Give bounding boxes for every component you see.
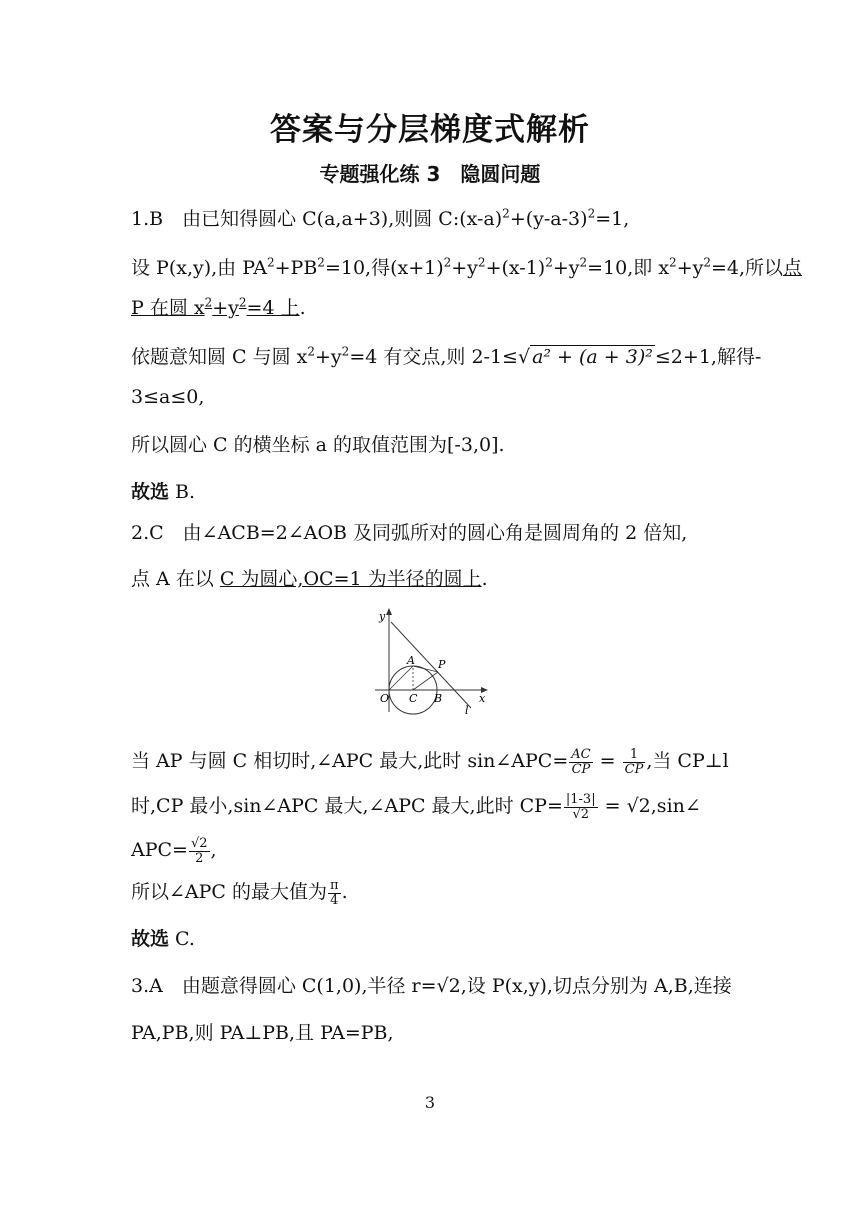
q1-line-5: 3≤a≤0, bbox=[131, 386, 205, 408]
label-x: x bbox=[479, 692, 486, 705]
q1-line-4: 依题意知圆 C 与圆 $x^2+y^2=4$ 有交点,则 2-1≤√ a² + (a + 3)² ≤2+1,解得- bbox=[131, 344, 762, 368]
label-c: C bbox=[409, 692, 418, 705]
fraction-distance: $\frac{|1-3|}{√2}$ bbox=[565, 791, 596, 822]
fraction-pi-4: $\frac{\pi}{4}$ bbox=[330, 877, 339, 908]
q1-line-3: P 在圆 $x^2+y^2=4$ 上. bbox=[131, 295, 306, 319]
sqrt-expression: √ a² + (a + 3)² bbox=[517, 346, 653, 368]
segment-cp bbox=[413, 672, 438, 690]
label-b: B bbox=[434, 692, 443, 705]
q2-line-4: 时,CP 最小,sin∠APC 最大,∠APC 最大,此时 CP= $\frac{|1-3|}{√2}$ = √2,sin∠ bbox=[131, 791, 701, 822]
label-p: P bbox=[438, 658, 446, 671]
y-axis-arrow bbox=[386, 608, 392, 615]
q2-line-5: APC= $\frac{√2}{2}$ , bbox=[131, 835, 217, 866]
fraction-sqrt2-2: $\frac{√2}{2}$ bbox=[190, 835, 208, 866]
section-subtitle: 专题强化练 3 隐圆问题 bbox=[319, 162, 541, 186]
q2-line-3: 当 AP 与圆 C 相切时,∠APC 最大,此时 sin∠APC= $\frac{AC}{CP}$ = $\frac{1}{CP}$ ,当 CP⊥l bbox=[131, 746, 729, 777]
q2-answer: 故选 C. bbox=[131, 928, 195, 950]
q2-line-2: 点 A 在以 C 为圆心,OC=1 为半径的圆上. bbox=[131, 568, 488, 590]
q1-underlined-text: 点 bbox=[783, 257, 803, 279]
q2-line-6: 所以∠APC 的最大值为 $\frac{\pi}{4}$ . bbox=[131, 877, 348, 908]
q1-answer: 故选 B. bbox=[131, 481, 196, 503]
q1-line-6: 所以圆心 C 的横坐标 a 的取值范围为[-3,0]. bbox=[131, 434, 505, 456]
q1-line-1: 1.B 由已知得圆心 C(a,a+3),则圆 $C:(x-a)^2+(y-a-3)^2=1$, bbox=[131, 206, 630, 230]
page-title: 答案与分层梯度式解析 bbox=[270, 112, 590, 148]
geometry-figure bbox=[369, 604, 489, 716]
page-number: 3 bbox=[424, 1093, 436, 1112]
fraction-ac-cp: $\frac{AC}{CP}$ bbox=[571, 746, 591, 777]
q1-line-2: 设 P(x,y),由 $PA^2+PB^2=10$,得$(x+1)^2+y^2+(x-1)^2+y^2=10$,即 $x^2+y^2=4$,所以点 bbox=[131, 255, 803, 279]
label-l: l bbox=[465, 704, 469, 716]
q3-line-2: PA,PB,则 PA⊥PB,且 PA=PB, bbox=[131, 1022, 394, 1044]
label-a: A bbox=[407, 654, 415, 667]
label-y: y bbox=[379, 610, 386, 623]
label-o: O bbox=[380, 692, 390, 705]
q3-line-1: 3.A 由题意得圆心 C(1,0),半径 r=√2,设 P(x,y),切点分别为 A,B,连接 bbox=[131, 975, 732, 997]
line-l bbox=[391, 622, 471, 708]
fraction-1-cp: $\frac{1}{CP}$ bbox=[624, 746, 644, 777]
q2-line-1: 2.C 由∠ACB=2∠AOB 及同弧所对的圆心角是圆周角的 2 倍知, bbox=[131, 522, 688, 544]
